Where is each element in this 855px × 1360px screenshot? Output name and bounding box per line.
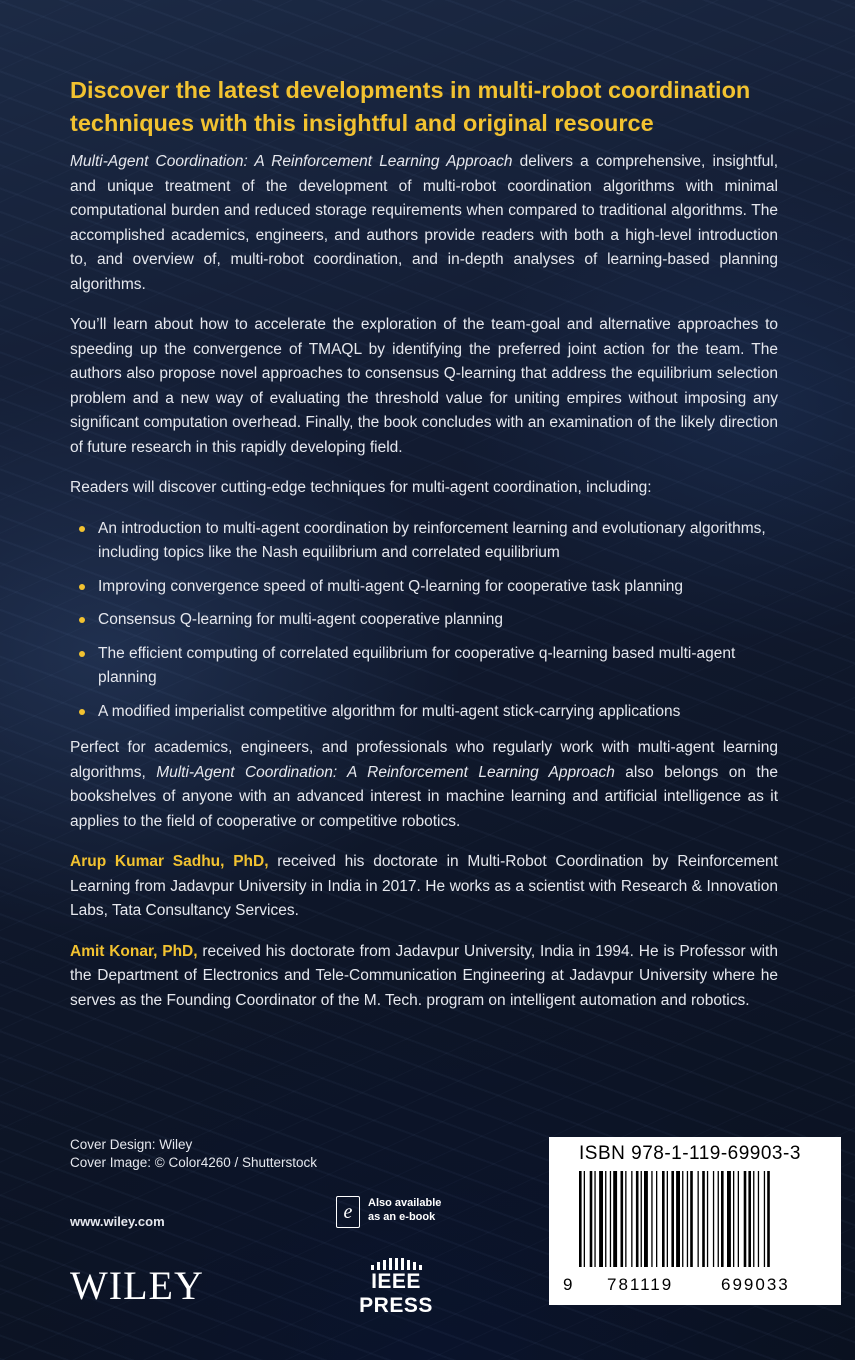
list-item-text: Consensus Q-learning for multi-agent cooperative planning [98,611,503,628]
bullet-icon [79,584,85,590]
wiley-logo: WILEY [70,1263,204,1308]
ebook-icon: e [336,1196,360,1228]
author-bio-konar [70,940,778,1014]
book-title-italic: Multi-Agent Coordination: A Reinforcement Learning Approach [156,763,615,781]
list-item [70,517,778,566]
closing-text-end: also belongs on the bookshelves of anyone with an advanced interest in machine learning and artificial intelligence as it applies to the field of cooperative or competitive robotics. [70,763,778,830]
list-item-text: Improving convergence speed of multi-agent Q-learning for cooperative task planning [98,577,684,595]
author-bio-text: received his doctorate from Jadavpur University, India in 1994. He is Professor with the Department of Electronics and Tele-Communication Engineering at Jadavpur University where he serves as the Founding Coordinator of the M. Tech. program on intelligent automation and robotics. [70,942,778,1009]
bullet-icon [79,709,85,715]
back-cover-content [70,74,778,1029]
author-name: Amit Konar, PhD, [70,942,198,960]
intro-text: delivers a comprehensive, insightful, and unique treatment of the development of multi-robot coordination algorithms with minimal computational burden and reduced storage requirements when compared to traditional algorithms. The accomplished academics, engineers, and authors provide readers with both a high-level introduction to, and overview of, multi-robot coordination, and in-depth analyses of learning-based planning algorithms. [70,153,778,293]
list-item [70,700,778,725]
barcode-bars [563,1171,827,1271]
isbn-barcode [549,1137,841,1305]
cover-design-credit: Cover Design: Wiley [70,1137,193,1152]
closing-text-start: Perfect for academics, engineers, and professionals who regularly work with multi-agent learning algorithms, [70,739,778,781]
list-item-text: An introduction to multi-agent coordination by reinforcement learning and evolutionary algorithms, including topics like the Nash equilibrium and correlated equilibrium [98,519,766,561]
cover-credits [70,1136,317,1172]
ieee-rays-icon [334,1258,458,1270]
author-name: Arup Kumar Sadhu, PhD, [70,853,269,870]
ebook-line-1: Also available [368,1197,442,1209]
ebook-notice [336,1196,441,1228]
bullet-icon [79,617,85,623]
list-item [70,608,778,633]
author-bio-text: received his doctorate in Multi-Robot Coordination by Reinforcement Learning from Jadavpur University in India in 2017. He works as a scientist with Research & Innovation Labs, Tata Consultancy Services. [70,853,778,919]
bullet-icon [79,651,85,657]
author-bio-sadhu [70,850,778,924]
barcode-digit-prefix: 9 [563,1275,575,1294]
barcode-digits-left: 781119 [607,1275,674,1294]
ebook-line-2: as an e-book [368,1211,436,1223]
headline: Discover the latest developments in multi-robot coordination techniques with this insightful and original resource [70,77,751,136]
feature-list [70,517,778,725]
ebook-text [368,1196,441,1224]
list-item [70,642,778,691]
website-link[interactable]: www.wiley.com [70,1214,165,1229]
lead-in: Readers will discover cutting-edge techniques for multi-agent coordination, including: [70,479,652,496]
list-item-text: The efficient computing of correlated equilibrium for cooperative q-learning based multi-agent planning [98,644,736,686]
bullet-icon [79,526,85,532]
closing-paragraph [70,736,778,834]
cover-image-credit: Cover Image: © Color4260 / Shutterstock [70,1155,318,1170]
list-item-text: A modified imperialist competitive algorithm for multi-agent stick-carrying applications [98,702,681,720]
isbn-text: ISBN 978-1-119-69903-3 [579,1143,801,1164]
barcode-digits-right: 699033 [721,1275,790,1294]
paragraph-two: You’ll learn about how to accelerate the exploration of the team-goal and alternative approaches to speeding up the convergence of TMAQL by identifying the preferred joint action for the team. The authors also propose novel approaches to consensus Q-learning that address the equilibrium selection problem and a new way of evaluating the threshold value for uniting empires without imposing any significant computation overhead. Finally, the book concludes with an examination of the likely direction of future research in this rapidly developing field. [70,316,778,456]
list-item [70,575,778,600]
ieee-press-text: IEEE PRESS [359,1270,433,1317]
ieee-press-logo [334,1258,458,1318]
book-title-italic: Multi-Agent Coordination: A Reinforcement Learning Approach [70,153,513,170]
intro-paragraph [70,150,778,297]
